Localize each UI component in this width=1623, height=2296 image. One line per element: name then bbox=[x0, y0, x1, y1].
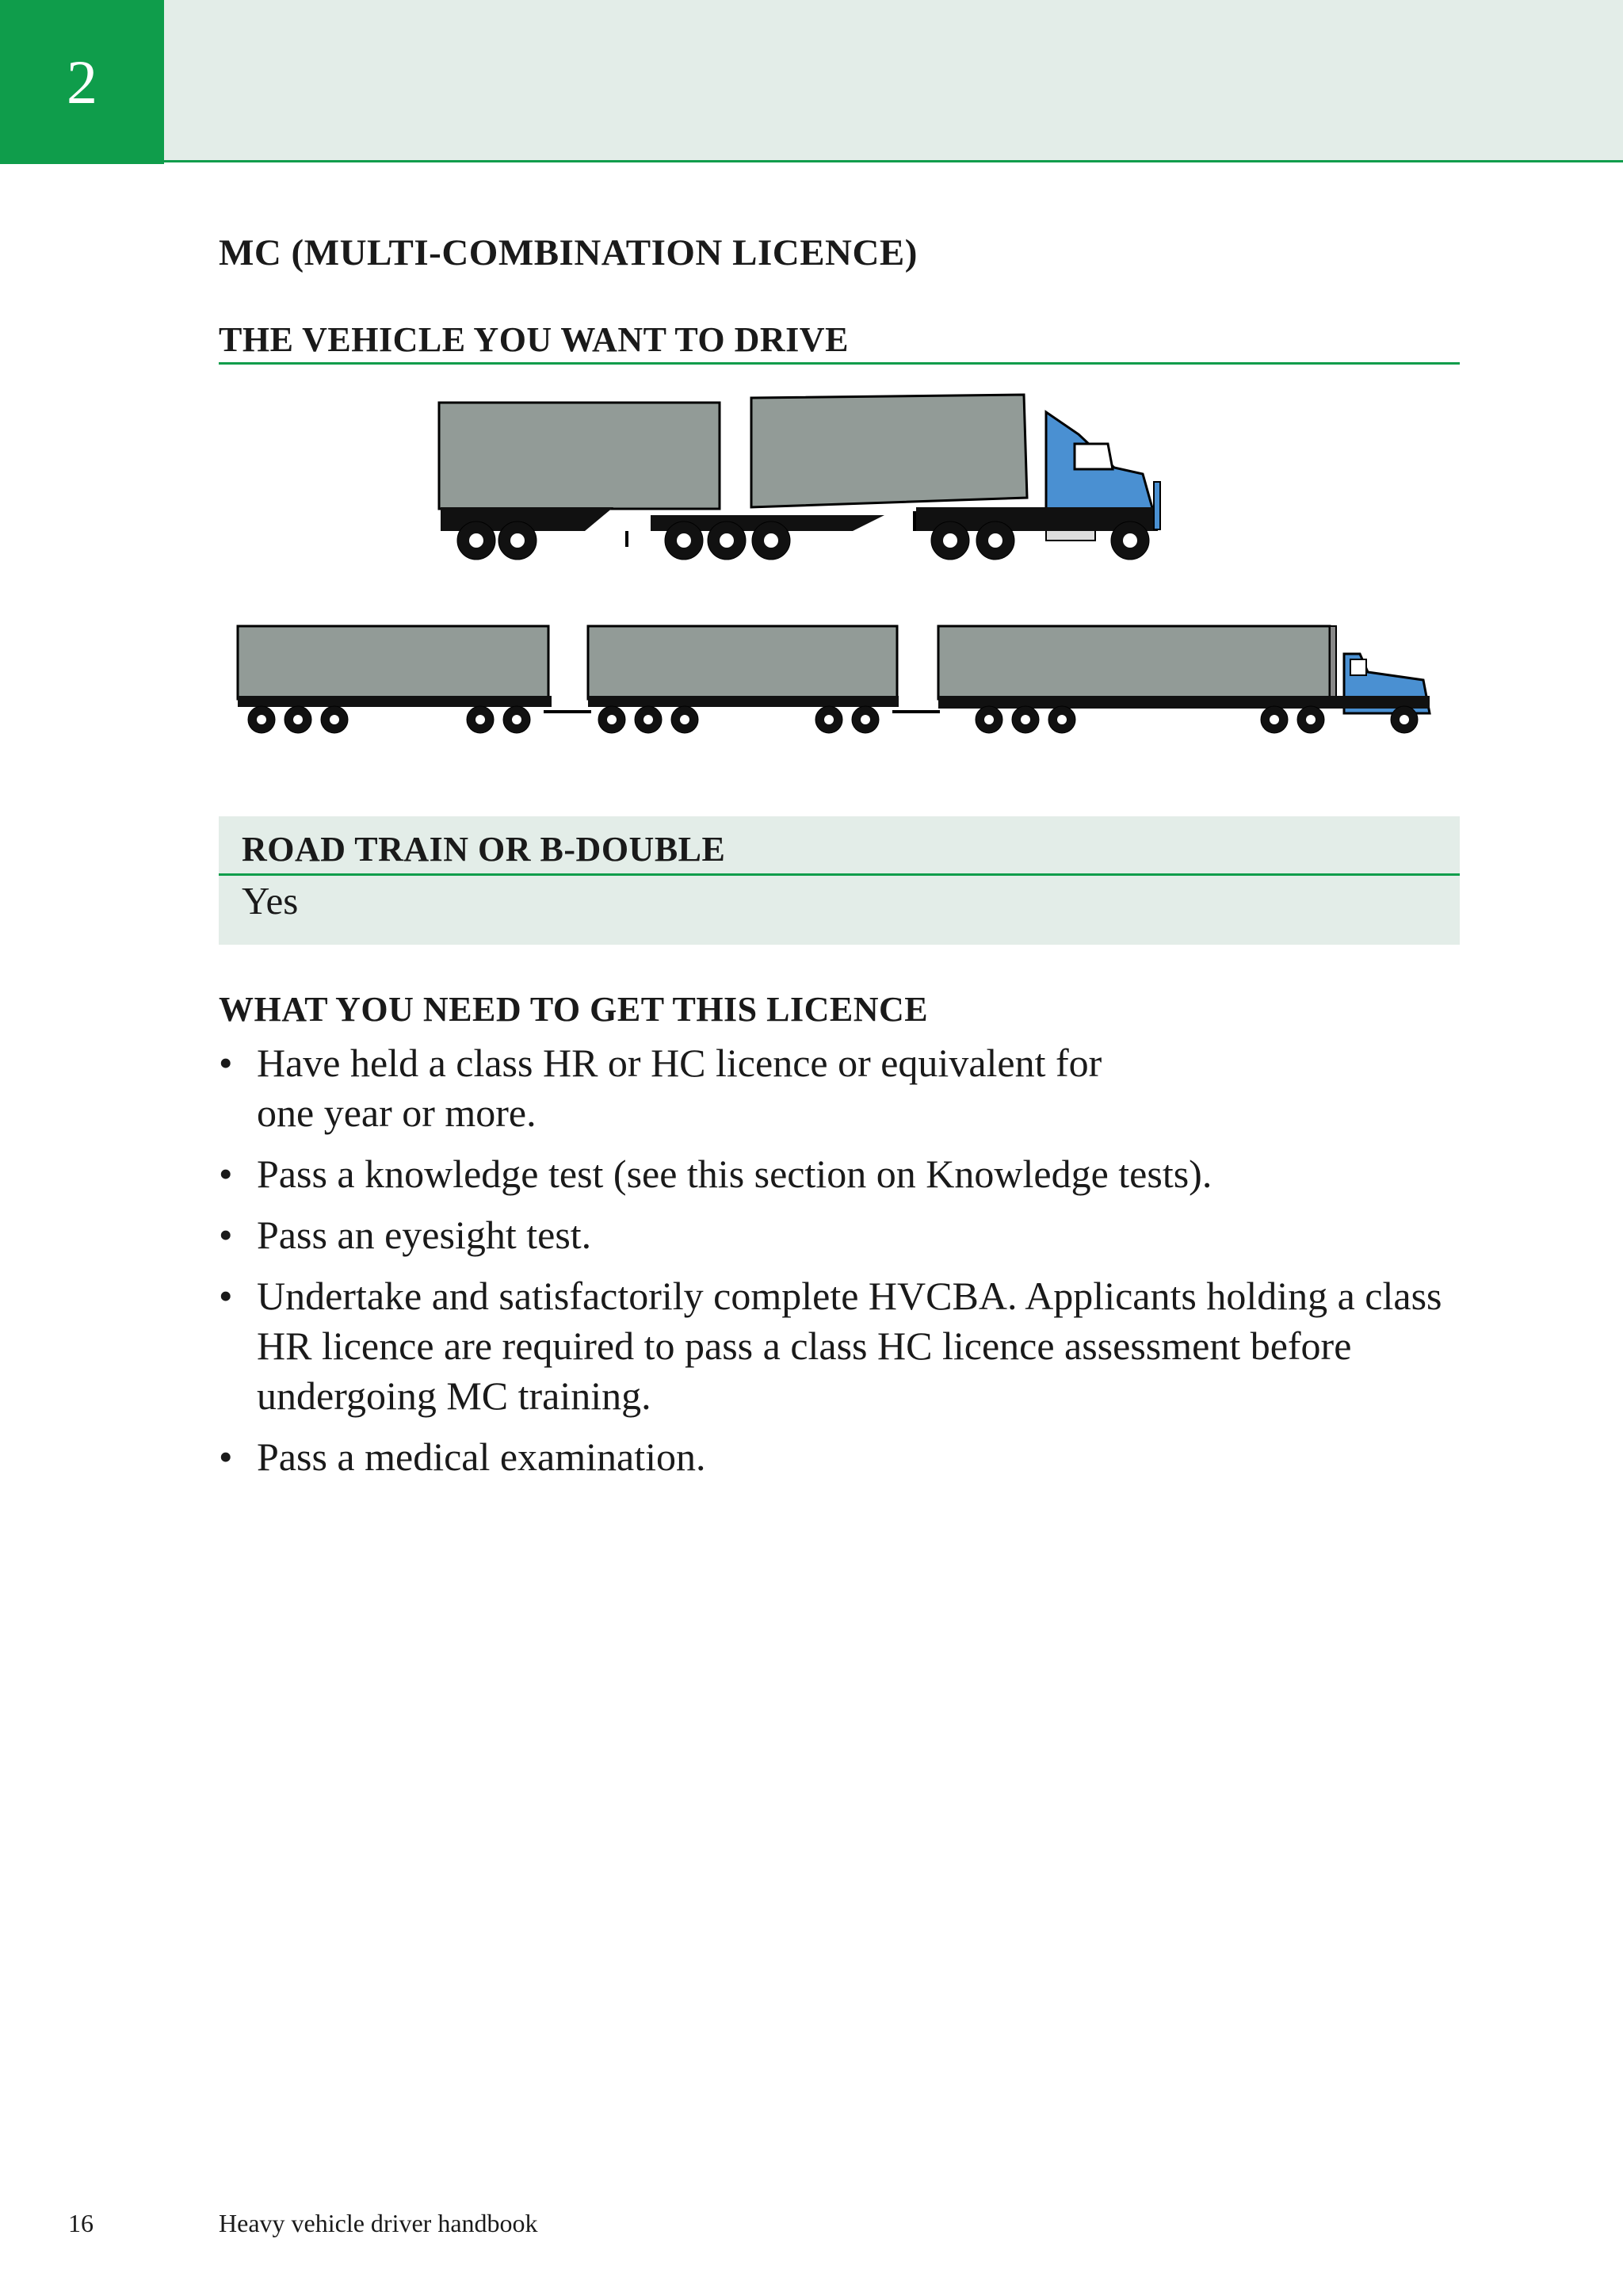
list-item-text: Pass a knowledge test (see this section on Knowledge tests). bbox=[257, 1152, 1212, 1196]
bullet-icon: • bbox=[219, 1213, 233, 1257]
chapter-number: 2 bbox=[0, 0, 164, 164]
requirements-heading: WHAT YOU NEED TO GET THIS LICENCE bbox=[219, 990, 929, 1029]
header-band bbox=[0, 0, 1623, 162]
requirements-list bbox=[219, 1038, 1487, 1493]
bullet-icon: • bbox=[219, 1274, 233, 1318]
infobox-value: Yes bbox=[242, 879, 299, 923]
list-item-text: Pass a medical examination. bbox=[257, 1435, 706, 1479]
road-train-infobox bbox=[219, 816, 1460, 945]
bullet-icon: • bbox=[219, 1041, 233, 1085]
footer-title: Heavy vehicle driver handbook bbox=[219, 2209, 538, 2237]
page-title: MC (MULTI-COMBINATION LICENCE) bbox=[219, 232, 918, 273]
b-double-truck-icon bbox=[439, 395, 1160, 560]
infobox-divider bbox=[219, 873, 1460, 876]
list-item bbox=[219, 1210, 1487, 1260]
infobox-label: ROAD TRAIN OR B-DOUBLE bbox=[242, 830, 726, 869]
list-item-text: Undertake and satisfactorily complete HVCBA. Applicants holding a class HR licence are required to pass a class HC licence assessment before undergoing MC training. bbox=[257, 1274, 1442, 1418]
list-item-text: Have held a class HR or HC licence or equivalent for one year or more. bbox=[257, 1041, 1102, 1135]
list-item bbox=[219, 1149, 1487, 1199]
vehicle-heading: THE VEHICLE YOU WANT TO DRIVE bbox=[219, 320, 1460, 365]
page-number: 16 bbox=[68, 2209, 94, 2237]
bullet-icon: • bbox=[219, 1152, 233, 1196]
list-item bbox=[219, 1038, 1160, 1138]
bullet-icon: • bbox=[219, 1435, 233, 1479]
road-train-truck-icon bbox=[238, 626, 1430, 733]
list-item bbox=[219, 1271, 1487, 1421]
list-item-text: Pass an eyesight test. bbox=[257, 1213, 592, 1257]
vehicle-illustration bbox=[219, 380, 1460, 753]
list-item bbox=[219, 1432, 1487, 1482]
